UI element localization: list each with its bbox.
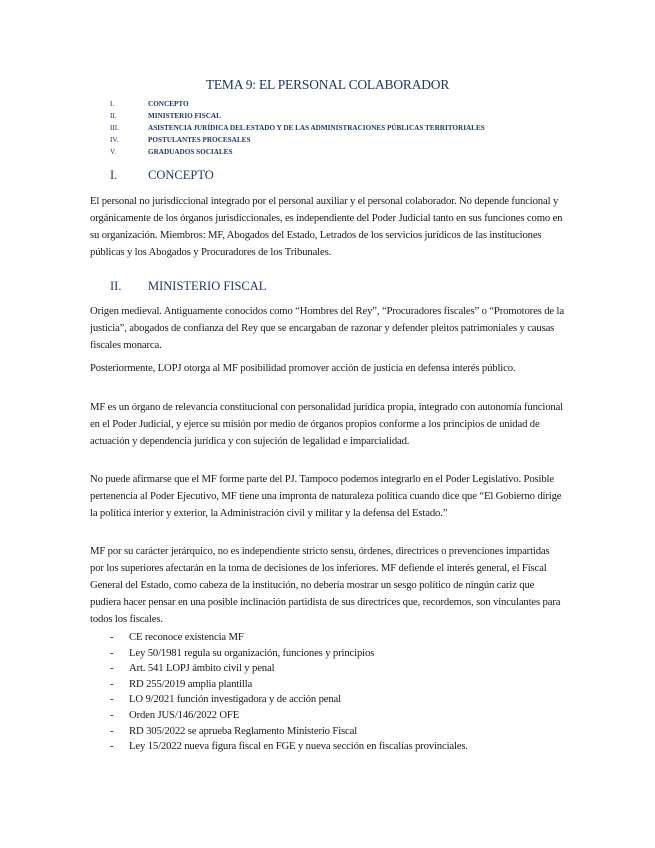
- toc-item-number: III.: [110, 124, 119, 132]
- list-item: [110, 678, 550, 694]
- list-item: [110, 662, 550, 678]
- toc-item-number: II.: [110, 112, 117, 120]
- toc-item-number: V.: [110, 148, 117, 156]
- paragraph: Origen medieval. Antiguamente conocidos como “Hombres del Rey”, “Procuradores fiscales” o “Promotores de la justicia”, abogados de confianza del Rey que se encargaban de razonar y defender pleitos patrimoniales y causas fiscales monarca.: [90, 305, 564, 352]
- toc-item[interactable]: [110, 136, 550, 148]
- toc-item-text: POSTULANTES PROCESALES: [148, 136, 251, 144]
- section-heading-concepto: [110, 168, 214, 183]
- toc-item-number: IV.: [110, 136, 119, 144]
- list-marker: -: [110, 708, 114, 721]
- list-item-text: CE reconoce existencia MF: [129, 631, 244, 643]
- list-item-text: RD 255/2019 amplia plantilla: [129, 677, 253, 690]
- list-marker: -: [110, 662, 114, 675]
- toc-item-number: I.: [110, 100, 115, 108]
- list-item-text: LO 9/2021 función investigadora y de acción penal: [129, 693, 341, 706]
- document-title: TEMA 9: EL PERSONAL COLABORADOR: [205, 77, 450, 92]
- toc-item-text: CONCEPTO: [148, 100, 189, 108]
- toc-item[interactable]: [110, 112, 550, 124]
- toc-item[interactable]: [110, 124, 550, 136]
- paragraph: MF por su carácter jerárquico, no es independiente stricto sensu, órdenes, directrices o prevenciones impartidas por los superiores afectarán en la toma de decisiones de los inferiores. MF defiende el interés general, el Fiscal General del Estado, como cabeza de la institución, no debería mostrar un sesgo político de ningún cariz que pudiera hacer pensar en una posible inclinación partidista de sus directrices que, recordemos, son vinculantes para todos los fiscales.: [90, 545, 561, 626]
- list-item-text: RD 305/2022 se aprueba Reglamento Ministerio Fiscal: [129, 724, 358, 737]
- section-number: I.: [110, 168, 118, 182]
- list-item-text: Ley 50/1981 regula su organización, funciones y principios: [129, 646, 375, 659]
- list-item: [110, 709, 550, 725]
- toc-item[interactable]: [110, 100, 550, 112]
- section-title: MINISTERIO FISCAL: [148, 279, 267, 293]
- paragraph: Posteriormente, LOPJ otorga al MF posibilidad promover acción de justicia en defensa interés público.: [90, 362, 516, 374]
- toc-item-text: GRADUADOS SOCIALES: [148, 148, 233, 156]
- toc-item-text: ASISTENCIA JURÍDICA DEL ESTADO Y DE LAS ADMINISTRACIONES PÚBLICAS TERRITORIALES: [148, 124, 485, 132]
- list-item: [110, 725, 550, 741]
- list-marker: -: [110, 677, 114, 690]
- list-marker: -: [110, 740, 114, 753]
- list-marker: -: [110, 631, 114, 643]
- list-item: [110, 647, 550, 663]
- section-heading-ministerio-fiscal: [110, 279, 266, 294]
- list-item: [110, 740, 550, 756]
- list-item-text: Art. 541 LOPJ ámbito civil y penal: [129, 662, 275, 675]
- toc-item-text: MINISTERIO FISCAL: [148, 112, 221, 120]
- list-item: [110, 693, 550, 709]
- toc-item[interactable]: [110, 148, 550, 160]
- list-item-text: Ley 15/2022 nueva figura fiscal en FGE y nueva sección en fiscalías provinciales.: [129, 740, 468, 753]
- section-number: II.: [110, 279, 122, 293]
- paragraph: No puede afirmarse que el MF forme parte del PJ. Tampoco podemos integrarlo en el Poder Legislativo. Posible pertenencia al Poder Ejecutivo, MF tiene una impronta de naturaleza política cuando dice que “El Gobierno dirige la política interior y exterior, la Administración civil y militar y la defensa del Estado.”: [90, 473, 562, 520]
- list-item: [110, 631, 550, 647]
- list-marker: -: [110, 646, 114, 659]
- table-of-contents: [110, 100, 550, 160]
- section-title: CONCEPTO: [148, 168, 214, 182]
- paragraph: MF es un órgano de relevancia constitucional con personalidad jurídica propia, integrado con autonomía funcional en el Poder Judicial, y ejerce su misión por medio de órganos propios conforme a los principios de unidad de actuación y dependencia jurídica y con sujeción de legalidad e imparcialidad.: [90, 401, 563, 448]
- list-marker: -: [110, 724, 114, 737]
- list-marker: -: [110, 693, 114, 706]
- list-item-text: Orden JUS/146/2022 OFE: [129, 708, 240, 721]
- legislation-list: [110, 631, 550, 756]
- paragraph: El personal no jurisdiccional integrado por el personal auxiliar y el personal colaborador. No depende funcional y orgánicamente de los órganos jurisdiccionales, es independiente del Poder Judicial tanto en sus funciones como en su organización. Miembros: MF, Abogados del Estado, Letrados de los servicios jurídicos de las instituciones públicas y los Abogados y Procuradores de los Tribunales.: [90, 195, 563, 259]
